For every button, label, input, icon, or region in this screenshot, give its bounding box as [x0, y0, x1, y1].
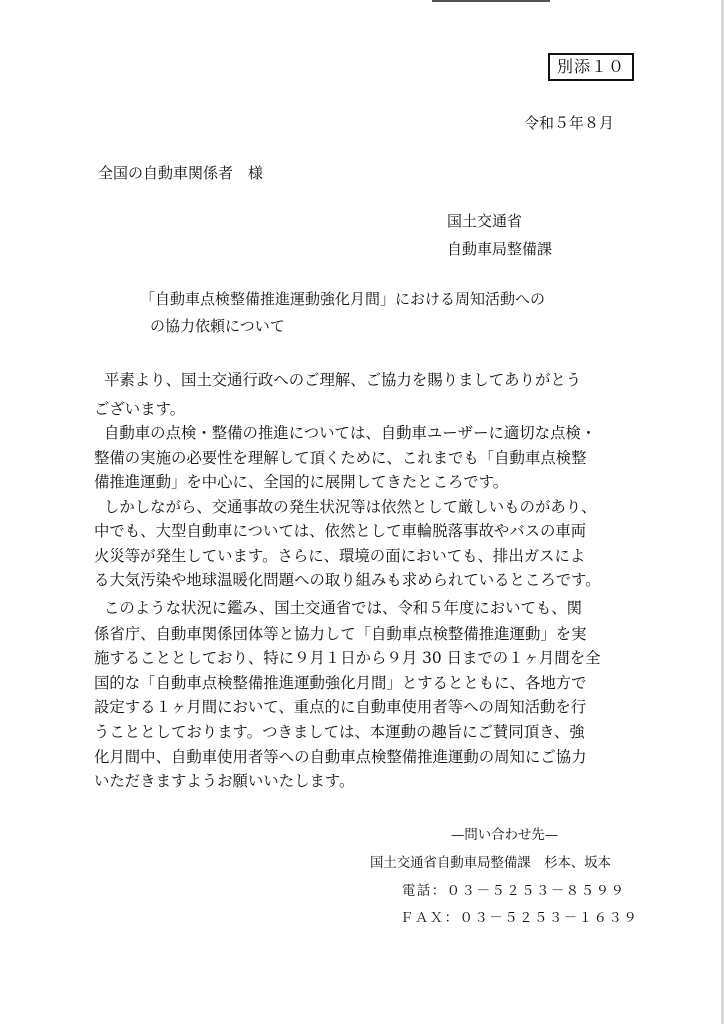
sender-division: 自動車局整備課 [447, 240, 553, 258]
sender-ministry: 国土交通省 [447, 212, 523, 230]
addressee: 全国の自動車関係者 様 [98, 164, 264, 182]
body-line: いただきますようお願いいたします。 [94, 772, 355, 790]
subject-line-2: の協力依頼について [150, 317, 285, 335]
attachment-label: 別添１０ [548, 53, 634, 81]
body-line: 中でも、大型自動車については、依然として車輪脱落事故やバスの車両 [94, 522, 587, 540]
body-line: 施することとしており、特に９月１日から９月 30 日までの１ヶ月間を全 [94, 649, 601, 667]
document-date: 令和５年８月 [524, 114, 615, 132]
body-line: 火災等が発生しています。さらに、環境の面においても、排出ガスによ [94, 547, 586, 565]
body-line: このような状況に鑑み、国土交通省では、令和５年度においても、関 [104, 599, 583, 617]
contact-phone: 電話：０３－５２５３－８５９９ [402, 884, 626, 899]
body-line: 国的な「自動車点検整備推進運動強化月間」とするとともに、各地方で [94, 674, 587, 692]
body-line: る大気汚染や地球温暖化問題への取り組みも求められているところです。 [94, 571, 601, 589]
body-line: 化月間中、自動車使用者等への自動車点検整備推進運動の周知にご協力 [94, 748, 587, 766]
body-line: 設定する１ヶ月間において、重点的に自動車使用者等への周知活動を行 [94, 698, 587, 716]
body-line: 平素より、国土交通行政へのご理解、ご協力を賜りましてありがとう [104, 371, 582, 389]
body-line: 備推進運動」を中心に、全国的に展開してきたところです。 [94, 473, 509, 491]
scan-edge-mark [432, 0, 550, 2]
body-line: 整備の実施の必要性を理解して頂くために、これまでも「自動車点検整 [94, 449, 587, 467]
contact-fax: ＦＡＸ：０３－５２５３－１６３９ [400, 911, 639, 926]
body-line: 自動車の点検・整備の推進については、自動車ユーザーに適切な点検・ [104, 424, 597, 442]
body-line: ございます。 [94, 400, 186, 418]
body-line: うこととしております。つきましては、本運動の趣旨にご賛同頂き、強 [94, 723, 585, 741]
body-line: 係省庁、自動車関係団体等と協力して「自動車点検整備推進運動」を実 [94, 625, 587, 643]
subject-line-1: 「自動車点検整備推進運動強化月間」における周知活動への [140, 290, 546, 308]
contact-organization: 国土交通省自動車局整備課 杉本、坂本 [370, 856, 612, 871]
contact-heading: —問い合わせ先— [451, 828, 559, 843]
body-line: しかしながら、交通事故の発生状況等は依然として厳しいものがあり、 [104, 498, 597, 516]
